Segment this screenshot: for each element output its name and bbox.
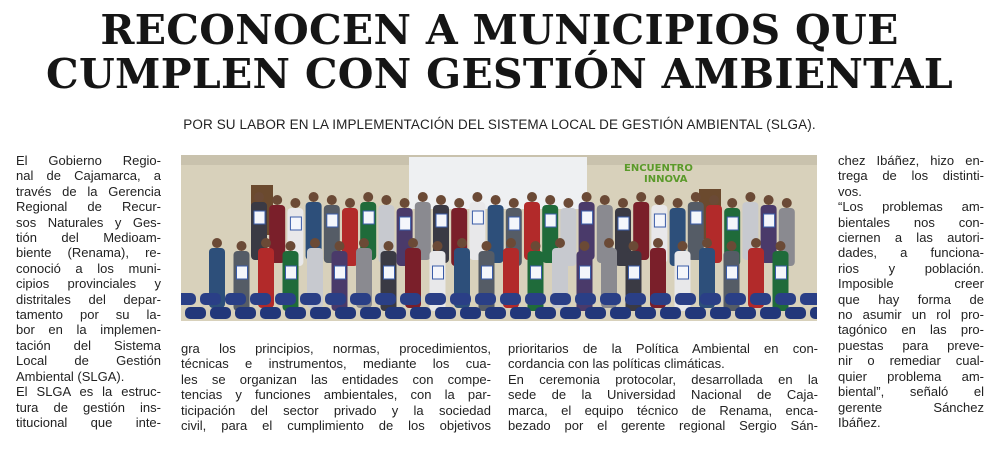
person-head <box>545 195 555 205</box>
seat <box>360 307 381 319</box>
certificate <box>764 214 775 227</box>
person-head <box>359 238 369 248</box>
text-line: En ceremonia protocolar, desarrollada en la <box>508 371 818 387</box>
seat <box>350 293 371 305</box>
certificate <box>363 211 374 224</box>
person-head <box>327 195 337 205</box>
person-head <box>335 241 345 251</box>
text-line: dades, a funciona- <box>838 245 984 261</box>
person-head <box>457 238 467 248</box>
seat <box>550 293 571 305</box>
seat <box>660 307 681 319</box>
person-head <box>261 238 271 248</box>
text-line: chez Ibáñez, hizo en- <box>838 153 984 168</box>
seat <box>285 307 306 319</box>
text-line: nir o remediar cual- <box>838 353 984 369</box>
certificate <box>531 266 542 279</box>
person-head <box>345 198 355 208</box>
person-head <box>582 192 592 202</box>
certificate <box>472 211 483 224</box>
certificate <box>400 217 411 230</box>
certificate <box>727 266 738 279</box>
group-photo-illustration <box>181 155 817 321</box>
article-column-1 <box>16 153 161 430</box>
seat <box>260 307 281 319</box>
seat <box>750 293 771 305</box>
text-line: que hay forma de <box>838 291 984 307</box>
text-line: conoció a los muni- <box>16 260 161 276</box>
banner-line-1: ENCUENTRO <box>624 163 693 174</box>
person-head <box>418 192 428 202</box>
seat <box>435 307 456 319</box>
text-line: cordancia con las políticas climáticas. <box>508 356 725 372</box>
seat <box>235 307 256 319</box>
seat <box>335 307 356 319</box>
seat <box>450 293 471 305</box>
person-head <box>527 192 537 202</box>
seat <box>800 293 817 305</box>
person-head <box>491 195 501 205</box>
text-line: “Los problemas am- <box>838 199 984 215</box>
text-line: sos Naturales y Ges- <box>16 214 161 230</box>
text-line: bientales nos con- <box>838 214 984 230</box>
person-head <box>709 195 719 205</box>
seat <box>460 307 481 319</box>
seat <box>635 307 656 319</box>
certificate <box>384 266 395 279</box>
person-head <box>782 198 792 208</box>
person-head <box>776 241 786 251</box>
person-head <box>629 241 639 251</box>
person-head <box>309 192 319 202</box>
certificate <box>629 266 640 279</box>
person-head <box>653 238 663 248</box>
seat <box>425 293 446 305</box>
seat <box>275 293 296 305</box>
seat <box>575 293 596 305</box>
person-head <box>472 192 482 202</box>
text-line: Ibáñez. <box>838 414 881 430</box>
article-column-2 <box>181 341 491 433</box>
person-head <box>678 241 688 251</box>
text-line: titucional que inte- <box>16 414 161 430</box>
text-line: tación del Sistema <box>16 337 161 353</box>
text-line: ciernen a las autori- <box>838 230 984 246</box>
certificate <box>580 266 591 279</box>
text-line: bezado por el gerente regional Sergio Sán- <box>508 418 818 434</box>
certificate <box>436 214 447 227</box>
text-line: El Gobierno Regio- <box>16 153 161 168</box>
seat <box>200 293 221 305</box>
banner-line-2: INNOVA <box>644 174 688 185</box>
text-line: tagónico en las pro- <box>838 322 984 338</box>
text-line: Regional de Recur- <box>16 199 161 215</box>
person-head <box>433 241 443 251</box>
text-line: través de la Gerencia <box>16 183 161 199</box>
text-line: bor en la implemen- <box>16 322 161 338</box>
seat <box>735 307 756 319</box>
person-head <box>727 241 737 251</box>
person-head <box>506 238 516 248</box>
text-line: no asumir un rol pro- <box>838 307 984 323</box>
text-line: gerente Sánchez <box>838 399 984 415</box>
seat <box>225 293 246 305</box>
certificate <box>286 266 297 279</box>
seat <box>325 293 346 305</box>
text-line: tencias y funciones ambientales, con la par- <box>181 387 491 403</box>
text-line: tamento por su la- <box>16 307 161 323</box>
seat <box>585 307 606 319</box>
seat <box>535 307 556 319</box>
text-line: puestas para preve- <box>838 337 984 353</box>
text-line: Imposible creer <box>838 276 984 292</box>
seat <box>375 293 396 305</box>
text-line: marca, el equipo técnico de Renama, enca- <box>508 402 818 418</box>
text-line: vos. <box>838 183 862 199</box>
seat <box>485 307 506 319</box>
seat <box>410 307 431 319</box>
seat <box>685 307 706 319</box>
subheadline: POR SU LABOR EN LA IMPLEMENTACIÓN DEL SISTEMA LOCAL DE GESTIÓN AMBIENTAL (SLGA). <box>183 117 816 132</box>
certificate <box>654 214 665 227</box>
certificate <box>618 217 629 230</box>
text-line: Local de Gestión <box>16 353 161 369</box>
certificate <box>254 211 265 224</box>
person-head <box>454 198 464 208</box>
seat <box>181 293 196 305</box>
seat <box>675 293 696 305</box>
person-head <box>604 238 614 248</box>
person-head <box>751 238 761 248</box>
headline-line-2: CUMPLEN CON GESTIÓN AMBIENTAL <box>46 50 953 98</box>
text-line: biental”, señaló el <box>838 384 984 400</box>
certificate <box>678 266 689 279</box>
person-head <box>363 192 373 202</box>
seat <box>710 307 731 319</box>
person-head <box>237 241 247 251</box>
seat <box>185 307 206 319</box>
text-line: ticipación del sector privado y la sociedad <box>181 402 491 418</box>
person-head <box>436 195 446 205</box>
certificate <box>776 266 787 279</box>
headline-line-1: RECONOCEN A MUNICIPIOS QUE <box>100 6 899 54</box>
text-line: gra los principios, normas, procedimientos, <box>181 341 491 356</box>
text-line: sede de la Universidad Nacional de Caja- <box>508 387 818 403</box>
text-line: les se organizan las entidades con compe- <box>181 371 491 387</box>
seat <box>475 293 496 305</box>
text-line: rios y población. <box>838 260 984 276</box>
person-head <box>555 238 565 248</box>
certificate <box>327 214 338 227</box>
seat <box>760 307 781 319</box>
seat <box>510 307 531 319</box>
person-head <box>654 195 664 205</box>
text-line: tión del Medioam- <box>16 230 161 246</box>
text-line: Ambiental (SLGA). <box>16 368 125 384</box>
seat <box>560 307 581 319</box>
seat <box>625 293 646 305</box>
person-head <box>691 192 701 202</box>
person-head <box>286 241 296 251</box>
person-head <box>580 241 590 251</box>
certificate <box>290 217 301 230</box>
text-line: nal de Cajamarca, a <box>16 168 161 184</box>
certificate <box>545 214 556 227</box>
certificate <box>727 217 738 230</box>
person-head <box>290 198 300 208</box>
certificate <box>509 217 520 230</box>
person-head <box>384 241 394 251</box>
article-column-4 <box>838 153 984 430</box>
certificate <box>691 211 702 224</box>
text-line: técnicas e instrumentos, mediante los cua- <box>181 356 491 372</box>
person-head <box>254 192 264 202</box>
text-line: El SLGA es la estruc- <box>16 384 161 400</box>
person-head <box>531 241 541 251</box>
seat <box>775 293 796 305</box>
seat <box>525 293 546 305</box>
seat <box>250 293 271 305</box>
person-head <box>600 195 610 205</box>
certificate <box>433 266 444 279</box>
person-head <box>509 198 519 208</box>
person-head <box>212 238 222 248</box>
text-line: tura de gestión ins- <box>16 399 161 415</box>
article-column-3 <box>508 341 818 433</box>
certificate <box>335 266 346 279</box>
seat <box>650 293 671 305</box>
headline <box>0 8 999 96</box>
seat <box>785 307 806 319</box>
person-head <box>702 238 712 248</box>
text-line: cipios provinciales y <box>16 276 161 292</box>
person-head <box>636 192 646 202</box>
person-head <box>673 198 683 208</box>
seat <box>500 293 521 305</box>
seat <box>700 293 721 305</box>
person-head <box>400 198 410 208</box>
certificate <box>237 266 248 279</box>
person-head <box>310 238 320 248</box>
person-head <box>618 198 628 208</box>
text-line: distritales del depar- <box>16 291 161 307</box>
person-head <box>272 195 282 205</box>
text-line: civil, para el cumplimiento de los objetivos <box>181 418 491 434</box>
certificate <box>582 211 593 224</box>
text-line: biente (Renama), re- <box>16 245 161 261</box>
person-head <box>408 238 418 248</box>
seat <box>300 293 321 305</box>
text-line: quier problema am- <box>838 368 984 384</box>
seat <box>385 307 406 319</box>
person-head <box>745 192 755 202</box>
person-head <box>764 195 774 205</box>
seat <box>600 293 621 305</box>
text-line: prioritarios de la Política Ambiental en con- <box>508 341 818 356</box>
seat <box>210 307 231 319</box>
seat <box>400 293 421 305</box>
seat <box>725 293 746 305</box>
person-head <box>727 198 737 208</box>
person-head <box>381 195 391 205</box>
article-photo <box>181 155 817 321</box>
person-head <box>482 241 492 251</box>
person-head <box>563 198 573 208</box>
seat <box>610 307 631 319</box>
certificate <box>482 266 493 279</box>
text-line: trega de los distinti- <box>838 168 984 184</box>
seat <box>310 307 331 319</box>
